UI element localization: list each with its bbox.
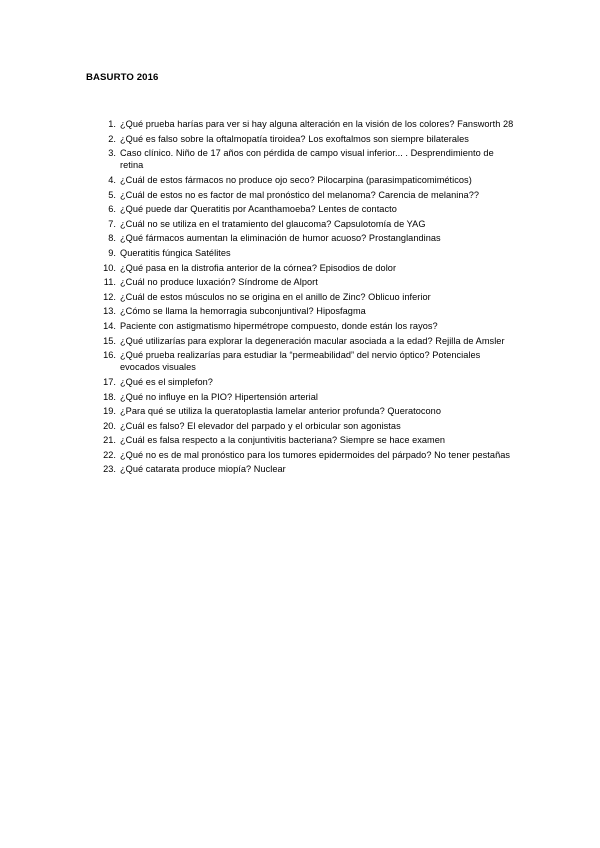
question-number: 2. — [108, 133, 116, 144]
question-number: 15. — [103, 335, 116, 346]
question-item — [0, 405, 518, 417]
question-number: 8. — [108, 233, 116, 244]
question-text: ¿Qué catarata produce miopía? Nuclear — [120, 464, 286, 475]
question-text: ¿Qué no influye en la PIO? Hipertensión arterial — [120, 391, 318, 402]
question-text: ¿Cuál no produce luxación? Síndrome de Alport — [120, 277, 318, 288]
question-text: ¿Cuál de estos no es factor de mal pronóstico del melanoma? Carencia de melanina?? — [120, 189, 480, 200]
question-number: 12. — [103, 291, 116, 302]
question-text: ¿Cuál es falso? El elevador del parpado y el orbicular son agonistas — [120, 420, 401, 431]
question-item — [0, 203, 518, 215]
question-number: 11. — [103, 277, 116, 288]
question-item — [0, 147, 518, 171]
question-number: 6. — [108, 204, 116, 215]
question-number: 17. — [103, 376, 116, 387]
question-number: 1. — [108, 119, 116, 129]
question-text: ¿Qué es el simplefon? — [120, 376, 213, 387]
question-text: ¿Qué prueba harías para ver si hay alguna alteración en la visión de los colores? Fansworth 28 — [120, 119, 514, 129]
question-number: 9. — [108, 247, 116, 258]
question-item — [0, 335, 518, 347]
document-title: BASURTO 2016 — [86, 72, 159, 83]
question-text: ¿Qué prueba realizarías para estudiar la “permeabilidad” del nervio óptico? Potenciales evocados visuales — [120, 350, 481, 373]
question-number: 5. — [108, 189, 116, 200]
question-text: ¿Cuál de estos músculos no se origina en el anillo de Zinc? Oblicuo inferior — [120, 291, 431, 302]
question-number: 23. — [103, 464, 116, 475]
question-item — [0, 276, 518, 288]
question-number: 18. — [103, 391, 116, 402]
question-text: Paciente con astigmatismo hipermétrope compuesto, donde están los rayos? — [120, 320, 438, 331]
question-text: ¿Qué fármacos aumentan la eliminación de humor acuoso? Prostanglandinas — [120, 233, 441, 244]
question-item — [0, 291, 518, 303]
question-item — [0, 262, 518, 274]
question-list — [0, 118, 600, 478]
question-number: 3. — [108, 148, 116, 159]
question-number: 13. — [103, 306, 116, 317]
question-item — [0, 232, 518, 244]
question-item — [0, 420, 518, 432]
question-text: Queratitis fúngica Satélites — [120, 247, 231, 258]
question-text: ¿Cuál de estos fármacos no produce ojo seco? Pilocarpina (parasimpaticomiméticos) — [120, 174, 472, 185]
question-item — [0, 376, 518, 388]
question-item — [0, 218, 518, 230]
question-text: ¿Cómo se llama la hemorragia subconjuntival? Hiposfagma — [120, 306, 366, 317]
question-text: ¿Qué no es de mal pronóstico para los tumores epidermoides del párpado? No tener pestañas — [120, 449, 511, 460]
question-item — [0, 174, 518, 186]
question-text: ¿Para qué se utiliza la queratoplastia lamelar anterior profunda? Queratocono — [120, 406, 442, 417]
question-item — [0, 434, 518, 446]
question-number: 20. — [103, 420, 116, 431]
question-text: ¿Qué utilizarías para explorar la degeneración macular asociada a la edad? Rejilla de Amsler — [120, 335, 505, 346]
question-item — [0, 247, 518, 259]
question-item — [0, 189, 518, 201]
question-item — [0, 133, 518, 145]
question-item — [0, 320, 518, 332]
question-number: 19. — [103, 406, 116, 417]
question-number: 16. — [103, 350, 116, 361]
question-text: ¿Cuál no se utiliza en el tratamiento del glaucoma? Capsulotomía de YAG — [120, 218, 426, 229]
question-text: Caso clínico. Niño de 17 años con pérdida de campo visual inferior... . Desprendimiento de retina — [120, 148, 494, 171]
question-number: 14. — [103, 320, 116, 331]
question-item — [0, 391, 518, 403]
question-item — [0, 449, 518, 461]
question-item — [0, 118, 518, 130]
question-number: 7. — [108, 218, 116, 229]
question-item — [0, 305, 518, 317]
question-text: ¿Cuál es falsa respecto a la conjuntivitis bacteriana? Siempre se hace examen — [120, 435, 446, 446]
question-number: 22. — [103, 449, 116, 460]
question-item — [0, 463, 518, 475]
question-number: 10. — [103, 262, 116, 273]
question-text: ¿Qué pasa en la distrofia anterior de la córnea? Episodios de dolor — [120, 262, 397, 273]
question-number: 4. — [108, 174, 116, 185]
question-number: 21. — [103, 435, 116, 446]
question-item — [0, 349, 518, 373]
question-text: ¿Qué puede dar Queratitis por Acanthamoeba? Lentes de contacto — [120, 204, 397, 215]
question-text: ¿Qué es falso sobre la oftalmopatía tiroidea? Los exoftalmos son siempre bilaterales — [120, 133, 469, 144]
